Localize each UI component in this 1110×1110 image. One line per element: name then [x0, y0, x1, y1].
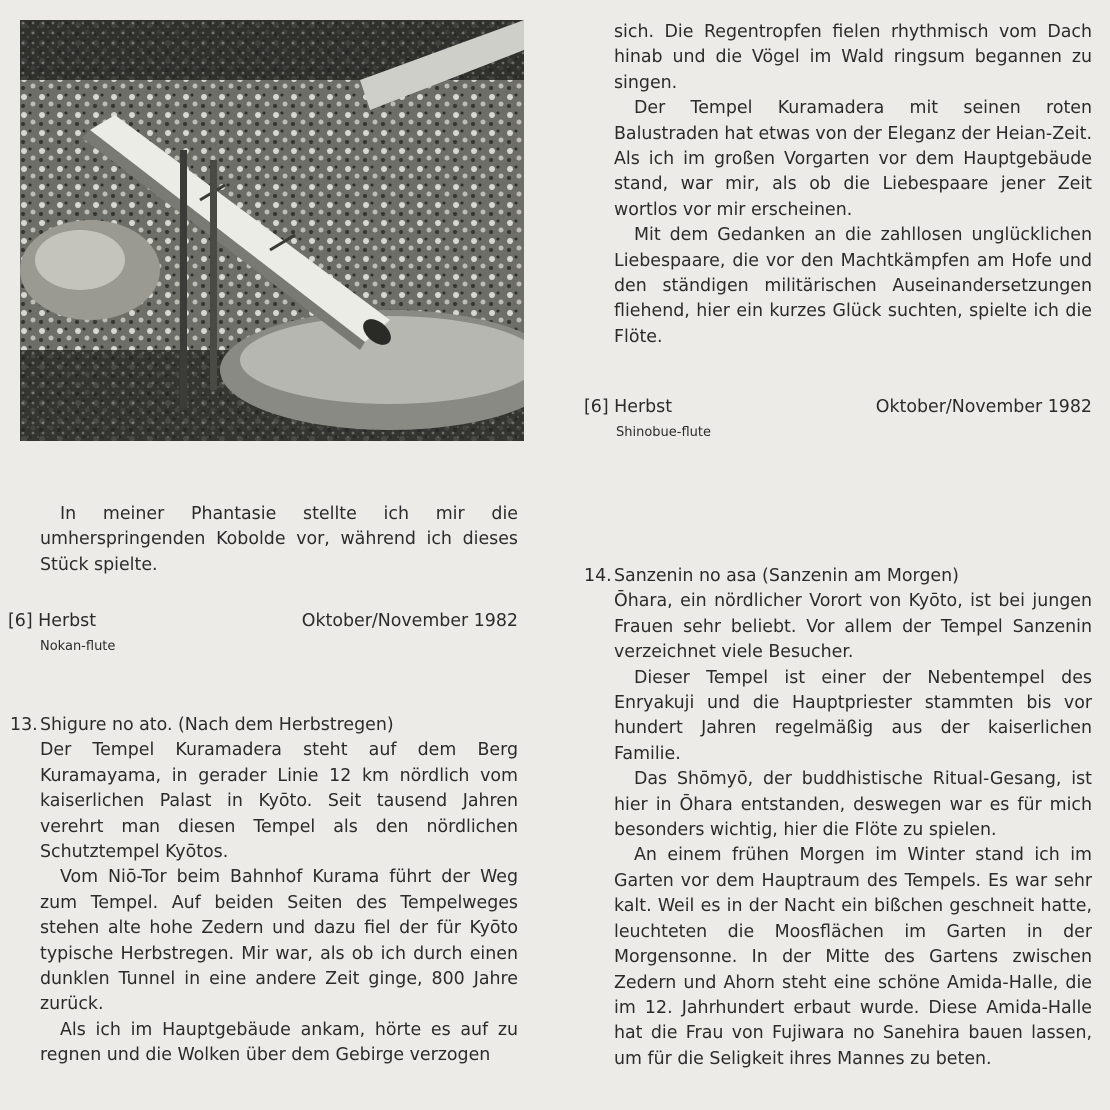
section-14-number: 14. — [584, 566, 612, 586]
section-13-heading — [10, 713, 518, 738]
section-13-paragraph-3: Als ich im Hauptgebäude ankam, hörte es auf zu regnen und die Wolken über dem Gebirge verzogen — [40, 1019, 518, 1066]
section-13-title: Shigure no ato. (Nach dem Herbstregen) — [40, 715, 394, 735]
section-13 — [10, 713, 518, 1069]
left-track-season: Herbst — [38, 611, 97, 631]
right-track-season: Herbst — [614, 397, 673, 417]
section-13-paragraph-2: Vom Niō-Tor beim Bahnhof Kurama führt der Weg zum Tempel. Auf beiden Seiten des Tempelweges stehen alte hohe Zedern und dazu fiel der für Kyōto typische Herbstregen. Mir war, als ob ich durch einen dunklen Tunnel in eine andere Zeit ginge, 800 Jahre zurück. — [40, 867, 518, 1015]
left-track-date: Oktober/November 1982 — [301, 611, 518, 631]
right-track-instrument: Shinobue-flute — [616, 425, 711, 440]
left-track-row — [8, 610, 518, 632]
bamboo-water-spout-photo — [20, 20, 524, 441]
section-14-title: Sanzenin no asa (Sanzenin am Morgen) — [614, 566, 959, 586]
right-track-number: [6] — [584, 397, 609, 417]
left-intro — [40, 502, 518, 578]
section-14-paragraph-4: An einem frühen Morgen im Winter stand ich im Garten vor dem Hauptraum des Tempels. Es war sehr kalt. Weil es in der Nacht ein bißchen geschneit hatte, leuchteten die Moosflächen im Garten in der Morgensonne. In der Mitte des Gartens zwischen Zedern und Ahorn steht eine schöne Amida-Halle, die im 12. Jahrhundert erbaut wurde. Diese Amida-Halle hat die Frau von Fujiwara no Sanehira bauen lassen, um für die Seligkeit ihres Mannes zu beten. — [614, 845, 1092, 1069]
right-continuation-paragraph: sich. Die Regentropfen fielen rhythmisch vom Dach hinab und die Vögel im Wald ringsum begannen zu singen. — [614, 22, 1092, 93]
left-track-instrument: Nokan-flute — [40, 639, 116, 654]
right-track-reference — [584, 396, 1092, 442]
right-track-label — [584, 396, 672, 418]
section-13-paragraph-1: Der Tempel Kuramadera steht auf dem Berg Kuramayama, in gerader Linie 12 km nördlich vom kaiserlichen Palast in Kyōto. Seit tausend Jahren verehrt man diesen Tempel als den nördlichen Schutztempel Kyōtos. — [40, 740, 518, 863]
left-intro-paragraph: In meiner Phantasie stellte ich mir die umherspringenden Kobolde vor, während ich dieses Stück spielte. — [40, 504, 518, 575]
left-track-reference — [8, 610, 518, 656]
section-14-paragraph-1: Ōhara, ein nördlicher Vorort von Kyōto, ist bei jungen Frauen sehr beliebt. Vor allem der Tempel Sanzenin verzeichnet viele Besucher. — [614, 591, 1092, 663]
right-paragraph-2: Mit dem Gedanken an die zahllosen unglücklichen Liebespaare, die vor den Machtkämpfen am Hofe und den ständigen militärischen Auseinandersetzungen fliehend, hier ein kurzes Glück suchten, spielte ich die Flöte. — [614, 225, 1092, 347]
right-paragraph-1: Der Tempel Kuramadera mit seinen roten Balustraden hat etwas von der Eleganz der Heian-Zeit. Als ich im großen Vorgarten vor dem Hauptgebäude stand, war mir, als ob die Liebespaare jener Zeit wortlos vor mir erscheinen. — [614, 98, 1092, 220]
photo-illustration — [20, 20, 524, 441]
left-track-label — [8, 610, 96, 632]
right-track-row — [584, 396, 1092, 418]
section-14 — [584, 564, 1092, 1072]
left-track-number: [6] — [8, 611, 33, 631]
section-14-paragraph-2: Dieser Tempel ist einer der Nebentempel des Enryakuji und die Hauptpriester stammten bis vor hundert Jahren regelmäßig aus der kaiserlichen Familie. — [614, 667, 1092, 764]
section-13-number: 13. — [10, 715, 38, 735]
section-14-heading — [584, 564, 1092, 589]
right-continuation — [614, 20, 1092, 350]
section-14-paragraph-3: Das Shōmyō, der buddhistische Ritual-Gesang, ist hier in Ōhara entstanden, deswegen war es für mich besonders wichtig, hier die Flöte zu spielen. — [614, 769, 1092, 841]
right-track-date: Oktober/November 1982 — [875, 397, 1092, 417]
